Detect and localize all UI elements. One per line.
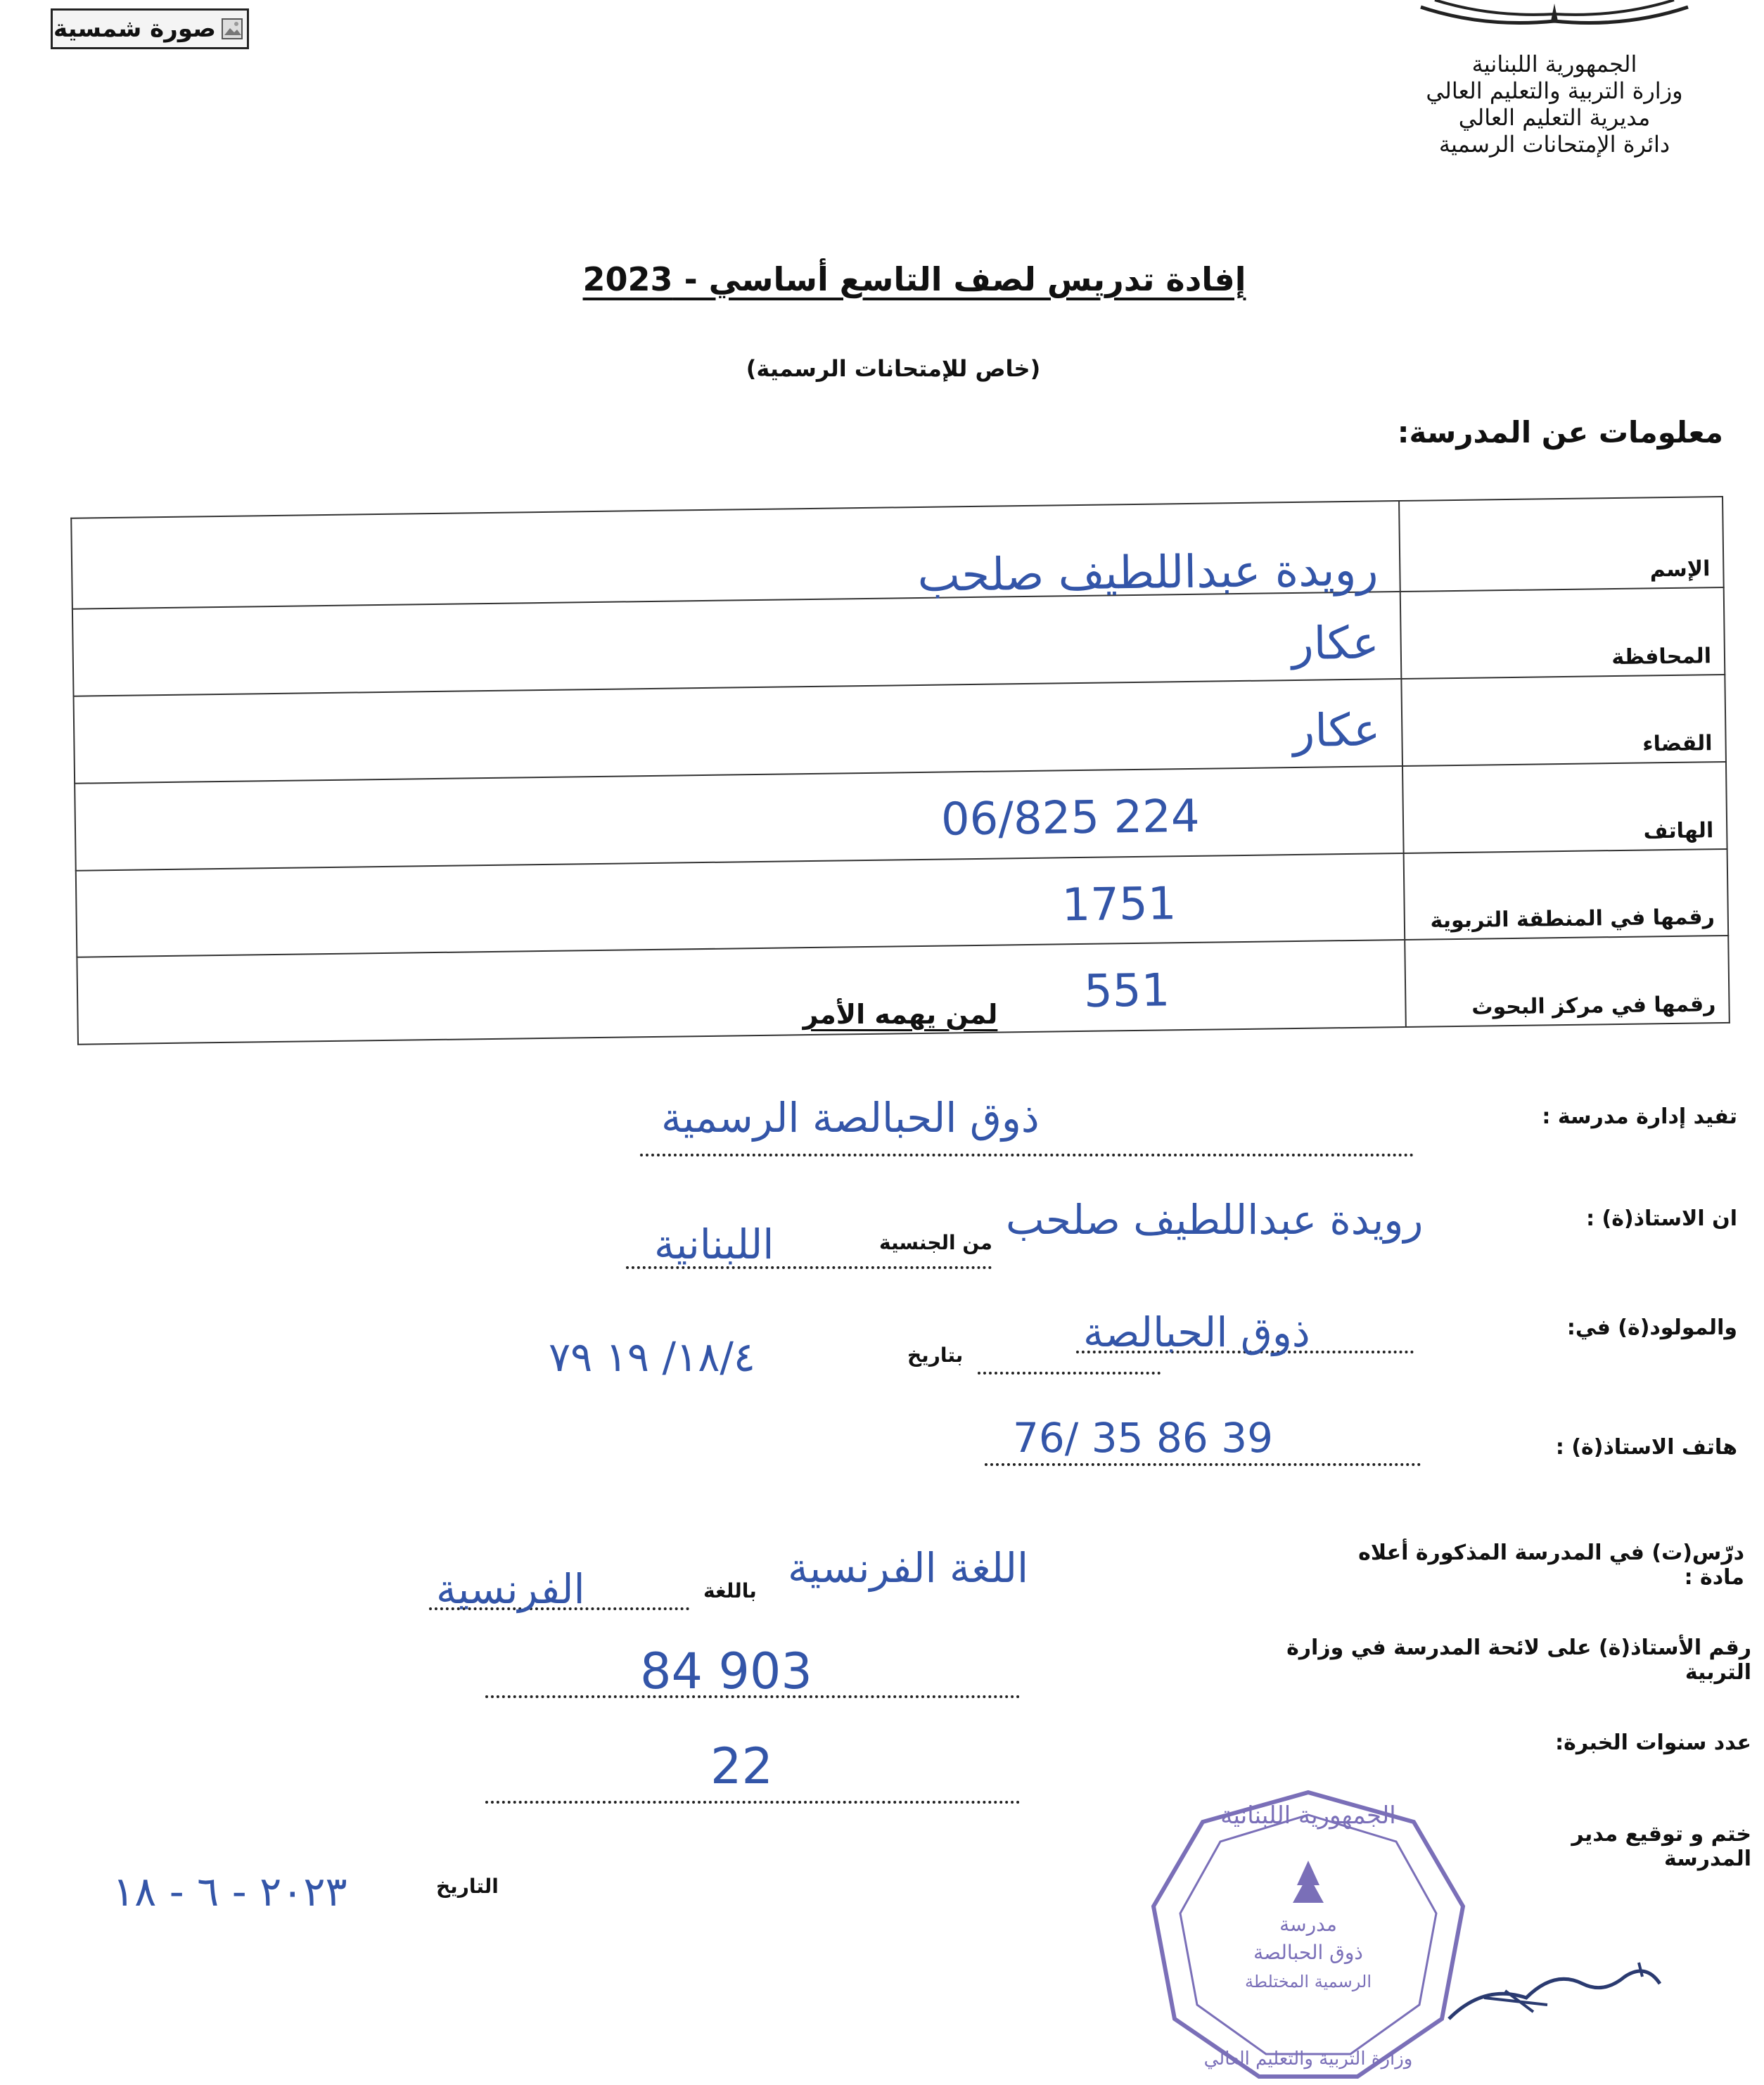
- handwritten-district: عكار: [1292, 704, 1381, 758]
- stamp-bottom-text: وزارة التربية والتعليم العالي: [1203, 2048, 1413, 2070]
- handwritten-date: ٢٠٢٣ - ٦ - ١٨: [113, 1868, 347, 1915]
- teacher-number-label: رقم الأستاذ(ة) على لائحة المدرسة في وزارة التربية: [1286, 1636, 1751, 1685]
- header-line: الجمهورية اللبنانية: [1471, 51, 1637, 77]
- principal-signature: [1442, 1956, 1667, 2040]
- school-stamp: [1146, 1787, 1470, 2082]
- stamp-line: ذوق الحبالصة: [1253, 1941, 1363, 1964]
- header-line: مديرية التعليم العالي: [1458, 104, 1651, 131]
- handwritten-nationality: اللبنانية: [654, 1220, 774, 1268]
- school-info-table: [70, 496, 1730, 1045]
- stamp-line: مدرسة: [1279, 1913, 1337, 1936]
- birthdate-label: بتاريخ: [907, 1344, 964, 1367]
- handwritten-experience: 22: [710, 1737, 774, 1795]
- photo-placeholder-tag: [51, 8, 249, 49]
- to-whom-heading: لمن يهمه الأمر: [803, 999, 998, 1030]
- photo-tag-label: صورة شمسية: [53, 15, 216, 43]
- row-value-cell: [76, 853, 1405, 957]
- handwritten-birthdate: ١٨/٤/ ١٩ ٧٩: [549, 1333, 756, 1381]
- handwritten-governorate: عكار: [1291, 617, 1380, 671]
- image-icon: [220, 17, 244, 41]
- row-value-cell: [75, 766, 1403, 870]
- nationality-label: من الجنسية: [879, 1231, 992, 1254]
- row-value-cell: [74, 679, 1402, 783]
- teacher-phone-label: هاتف الاستاذ(ة) :: [1555, 1435, 1737, 1460]
- row-label-edu-region-number: رقمها في المنطقة التربوية: [1404, 848, 1729, 940]
- teacher-phone-dotted-line: [985, 1463, 1421, 1466]
- born-in-label: والمولود(ة) في:: [1566, 1315, 1737, 1340]
- date-label: التاريخ: [436, 1875, 499, 1898]
- taught-subject-label: درّس(ت) في المدرسة المذكورة أعلاه مادة :: [1358, 1541, 1744, 1590]
- row-label-phone: الهاتف: [1402, 762, 1727, 853]
- teacher-label: ان الاستاذ(ة) :: [1586, 1206, 1737, 1231]
- header-line: وزارة التربية والتعليم العالي: [1426, 77, 1683, 104]
- handwritten-school-phone: 06/825 224: [940, 790, 1201, 846]
- document-subtitle: (خاص للإمتحانات الرسمية): [746, 355, 1041, 382]
- stamp-line: الرسمية المختلطة: [1244, 1972, 1372, 1991]
- row-label-name: الإسم: [1399, 497, 1724, 592]
- row-value-cell: [72, 592, 1401, 696]
- row-value-cell: [77, 940, 1405, 1044]
- handwritten-teacher-phone: 76/ 35 86 39: [1013, 1414, 1274, 1462]
- seal-signature-label: ختم و توقيع مدير المدرسة: [1571, 1822, 1751, 1871]
- experience-label: عدد سنوات الخبرة:: [1555, 1730, 1751, 1755]
- header-line: دائرة الإمتحانات الرسمية: [1438, 131, 1670, 158]
- row-label-governorate: المحافظة: [1400, 587, 1725, 679]
- handwritten-teacher-number: 84 903: [640, 1643, 812, 1700]
- handwritten-subject: اللغة الفرنسية: [788, 1544, 1029, 1592]
- handwritten-language: الفرنسية: [436, 1565, 585, 1613]
- stamp-outer-text: الجمهورية اللبنانية: [1220, 1802, 1396, 1830]
- school-admin-label: تفيد إدارة مدرسة :: [1542, 1104, 1737, 1129]
- ministry-header: [1400, 51, 1709, 158]
- experience-dotted-line: [485, 1801, 1020, 1804]
- handwritten-research-number: 551: [1083, 964, 1170, 1019]
- handwritten-region-number: 1751: [1061, 877, 1177, 931]
- school-info-heading: معلومات عن المدرسة:: [1397, 415, 1723, 449]
- row-value-cell: [71, 501, 1400, 609]
- row-label-district: القضاء: [1401, 675, 1726, 766]
- document-title: إفادة تدريس لصف التاسع أساسي - 2023: [582, 260, 1246, 298]
- handwritten-teacher-name: رويدة عبداللطيف صلحب: [1006, 1196, 1424, 1244]
- language-label: باللغة: [703, 1579, 757, 1602]
- birthdate-dotted-line: [978, 1372, 1161, 1375]
- handwritten-birthplace: ذوق الحبالصة: [1083, 1308, 1310, 1356]
- ministry-logo: [1407, 0, 1702, 49]
- handwritten-school-admin: ذوق الحبالصة الرسمية: [661, 1094, 1040, 1142]
- handwritten-school-name: رويدة عبداللطيف صلحب: [917, 544, 1379, 602]
- row-label-research-center-number: رقمها في مركز البحوث: [1405, 936, 1730, 1027]
- school-admin-dotted-line: [640, 1154, 1414, 1156]
